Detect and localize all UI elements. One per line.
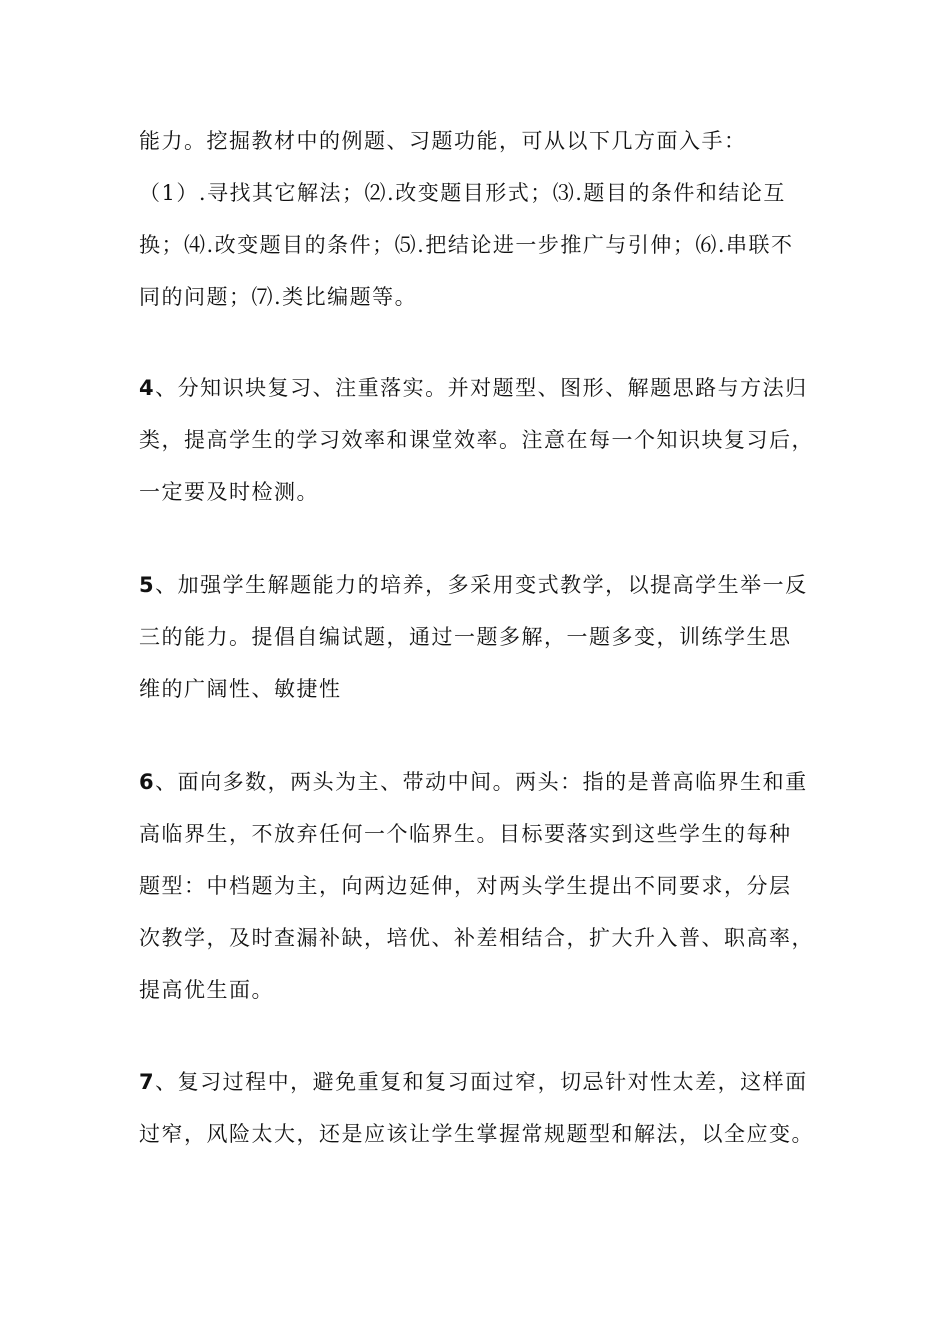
text-line bbox=[139, 756, 839, 808]
line-text: 、面向多数，两头为主、带动中间。两头：指的是普高临界生和重 bbox=[155, 770, 808, 794]
text-line: 过窄，风险太大，还是应该让学生掌握常规题型和解法，以全应变。 bbox=[139, 1122, 814, 1146]
text-line: （1）.寻找其它解法；⑵.改变题目形式；⑶.题目的条件和结论互 bbox=[139, 181, 786, 205]
text-line: 换；⑷.改变题目的条件；⑸.把结论进一步推广与引伸；⑹.串联不 bbox=[139, 233, 794, 257]
text-line: 同的问题；⑺.类比编题等。 bbox=[139, 285, 418, 309]
text-line bbox=[139, 559, 839, 611]
text-line: 提高优生面。 bbox=[139, 978, 274, 1002]
paragraph-item-5 bbox=[139, 559, 839, 715]
text-line: 三的能力。提倡自编试题，通过一题多解，一题多变，训练学生思 bbox=[139, 625, 792, 649]
item-number: 7 bbox=[139, 1070, 156, 1094]
line-text: 、复习过程中，避免重复和复习面过窄，切忌针对性太差，这样面 bbox=[155, 1070, 808, 1094]
item-number: 5 bbox=[139, 573, 156, 597]
paragraph-item-6 bbox=[139, 756, 839, 1016]
item-number: 6 bbox=[139, 770, 156, 794]
item-number: 4 bbox=[139, 376, 156, 400]
text-line: 高临界生，不放弃任何一个临界生。目标要落实到这些学生的每种 bbox=[139, 822, 792, 846]
text-line: 次教学，及时查漏补缺，培优、补差相结合，扩大升入普、职高率， bbox=[139, 926, 814, 950]
line-text: 、加强学生解题能力的培养，多采用变式教学，以提高学生举一反 bbox=[155, 573, 808, 597]
text-line: 类，提高学生的学习效率和课堂效率。注意在每一个知识块复习后， bbox=[139, 428, 814, 452]
text-line: 题型：中档题为主，向两边延伸，对两头学生提出不同要求，分层 bbox=[139, 874, 792, 898]
text-line bbox=[139, 1056, 839, 1108]
text-line bbox=[139, 362, 839, 414]
text-line: 能力。挖掘教材中的例题、习题功能，可从以下几方面入手： bbox=[139, 129, 747, 153]
paragraph-methods bbox=[139, 115, 839, 323]
text-line: 一定要及时检测。 bbox=[139, 480, 319, 504]
line-text: 、分知识块复习、注重落实。并对题型、图形、解题思路与方法归 bbox=[155, 376, 808, 400]
text-line: 维的广阔性、敏捷性 bbox=[139, 677, 342, 701]
paragraph-item-7 bbox=[139, 1056, 839, 1160]
paragraph-item-4 bbox=[139, 362, 839, 518]
